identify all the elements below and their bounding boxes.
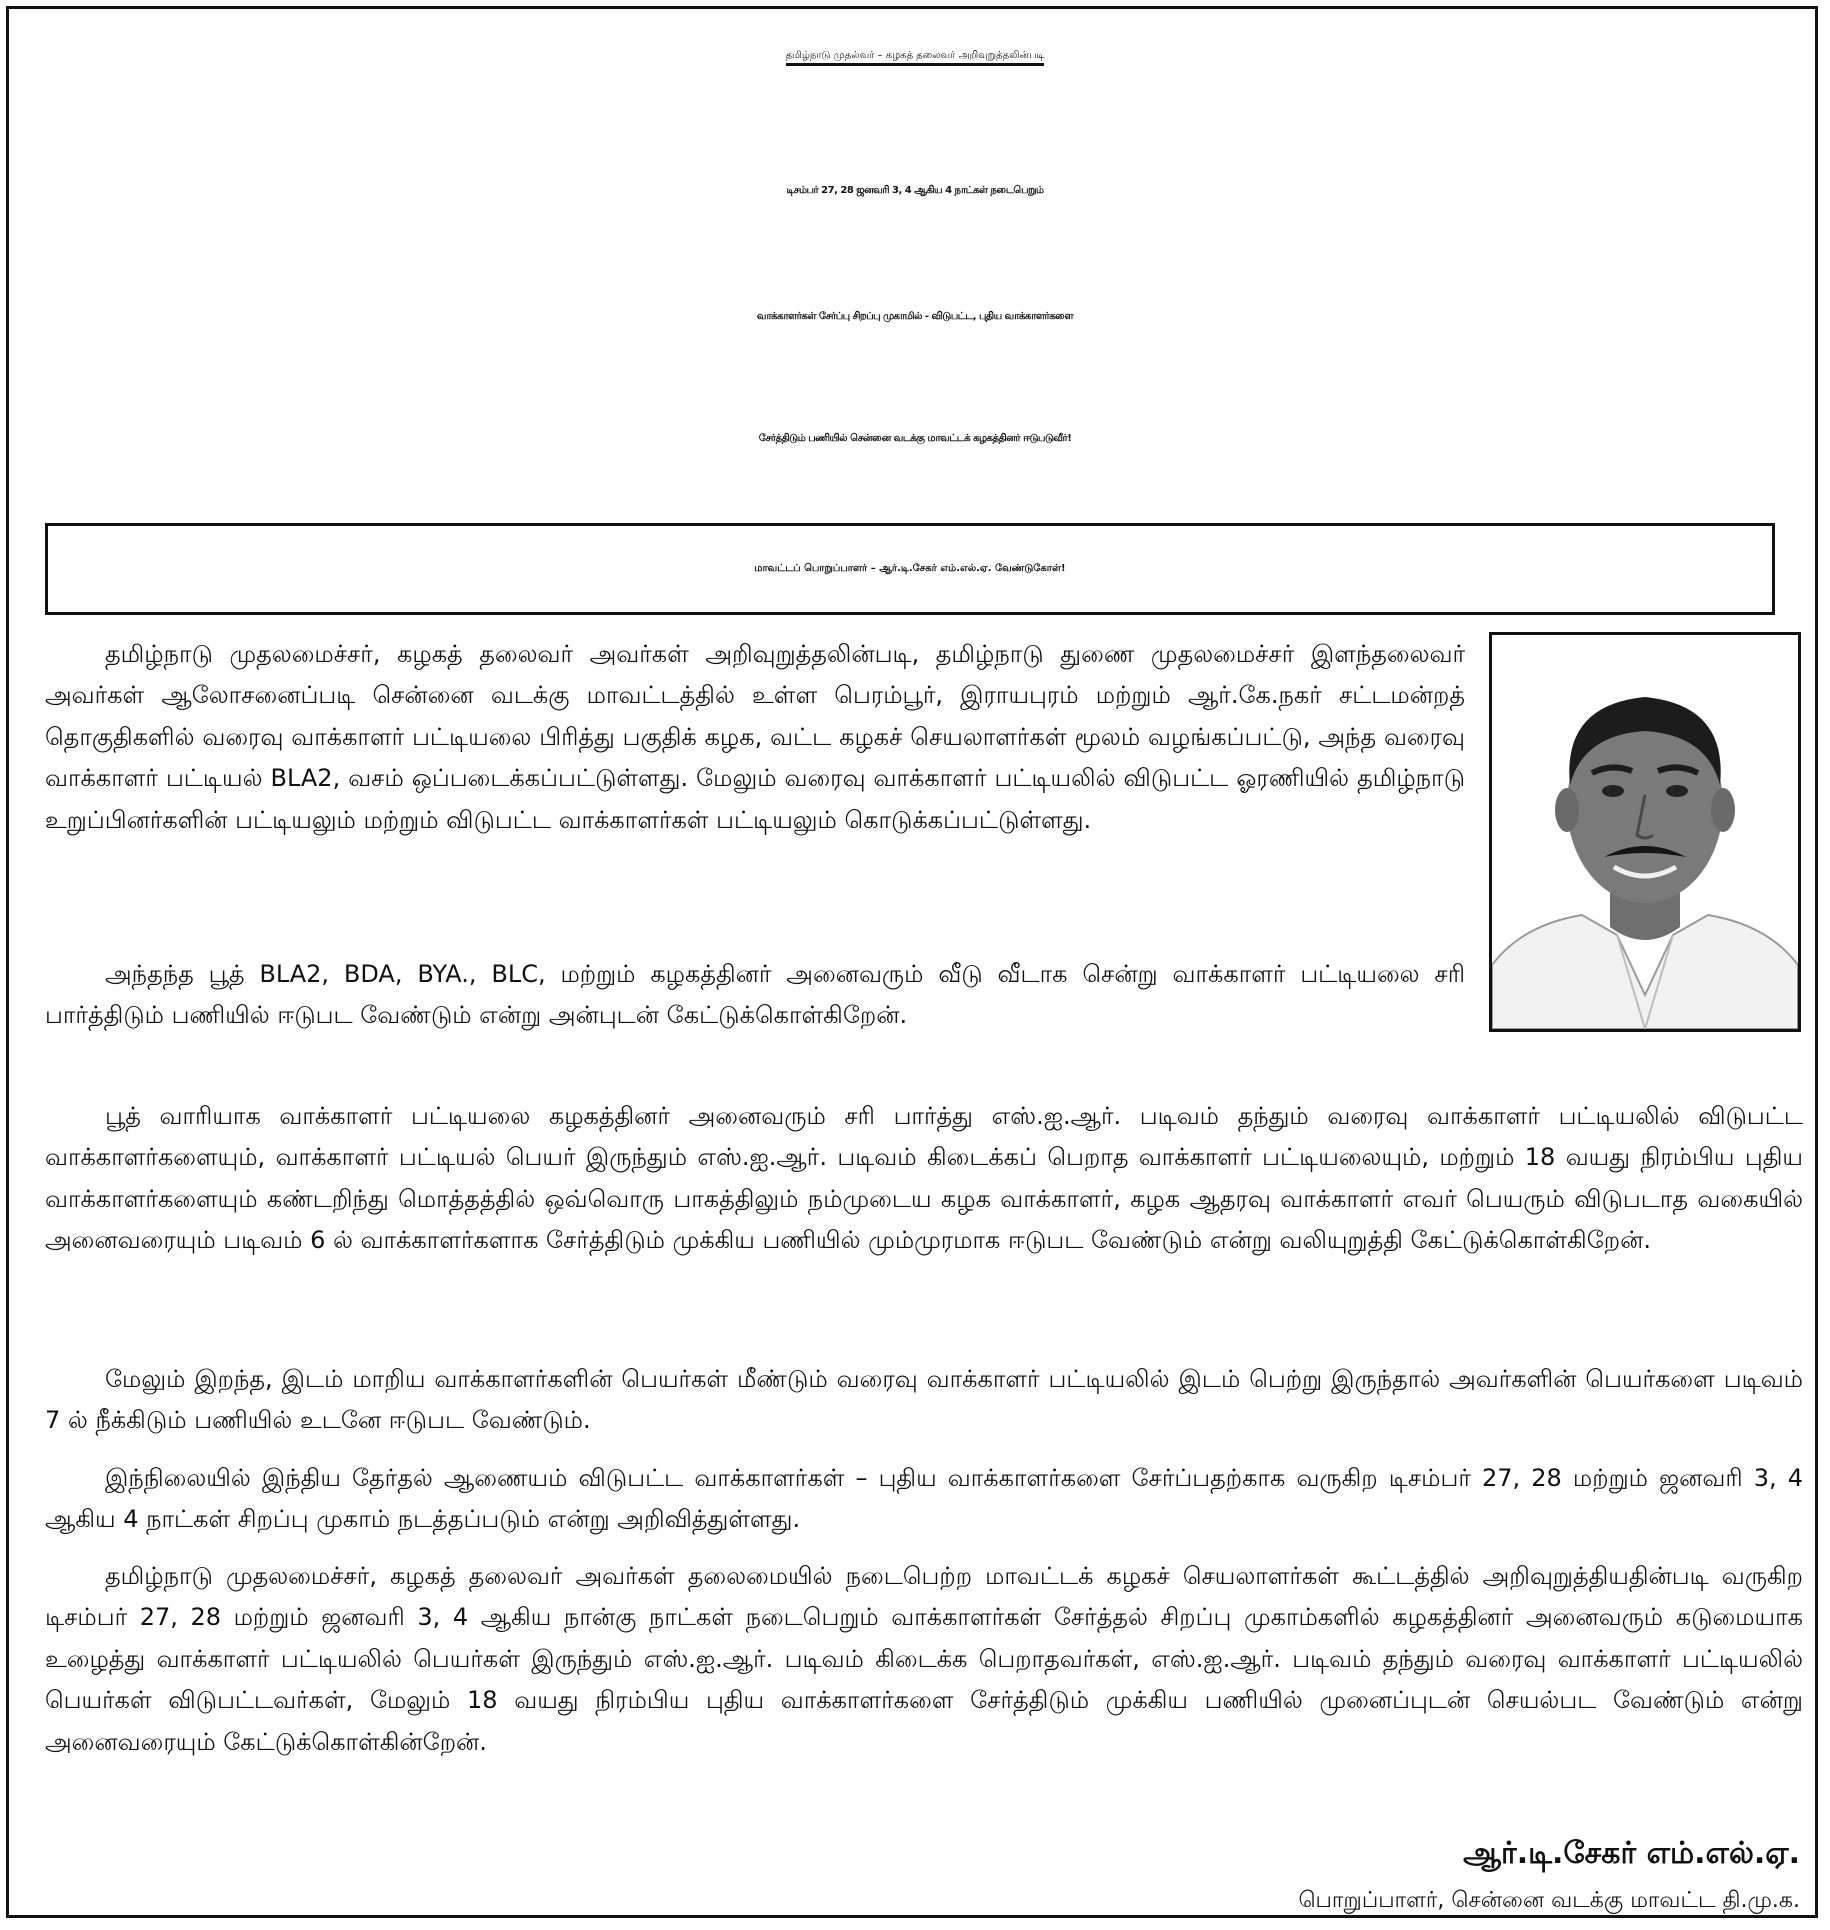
kicker-text: தமிழ்நாடு முதல்வர் – கழகத் தலைவர் அறிவுறுத்தலின்படி	[786, 50, 1045, 66]
portrait-illustration	[1492, 635, 1798, 1029]
body-paragraph-2: அந்தந்த பூத் BLA2, BDA, BYA., BLC, மற்றும் கழகத்தினர் அனைவரும் வீடு வீடாக சென்று வாக்காளர் பட்டியலை சரி பார்த்திடும் பணியில் ஈடுபட வேண்டும் என்று அன்புடன் கேட்டுக்கொள்கிறேன்.	[45, 960, 1465, 1030]
body-paragraph-3: பூத் வாரியாக வாக்காளர் பட்டியலை கழகத்தினர் அனைவரும் சரி பார்த்து எஸ்.ஐ.ஆர். படிவம் தந்தும் வரைவு வாக்காளர் பட்டியலில் விடுபட்ட வாக்காளர்களையும், வாக்காளர் பட்டியல் பெயர் இருந்தும் எஸ்.ஐ.ஆர். படிவம் கிடைக்கப் பெறாத வாக்காளர் பட்டியலையும், மற்றும் 18 வயது நிரம்பிய புதிய வாக்காளர்களையும் கண்டறிந்து மொத்தத்தில் ஒவ்வொரு பாகத்திலும் நம்முடைய கழக வாக்காளர், கழக ஆதரவு வாக்காளர் எவர் பெயரும் விடுபடாத வகையில் அனைவரையும் படிவம் 6 ல் வாக்காளர்களாக சேர்த்திடும் முக்கிய பணியில் மும்முரமாக ஈடுபட வேண்டும் என்று வலியுறுத்தி கேட்டுக்கொள்கிறேன்.	[45, 1102, 1803, 1255]
appeal-banner: மாவட்டப் பொறுப்பாளர் – ஆர்.டி.சேகர் எம்.எல்.ஏ. வேண்டுகோள்!	[45, 523, 1775, 615]
signature-role: பொறுப்பாளர், சென்னை வடக்கு மாவட்ட தி.மு.க.	[1298, 1888, 1800, 1913]
body-paragraph-6: தமிழ்நாடு முதலமைச்சர், கழகத் தலைவர் அவர்கள் தலைமையில் நடைபெற்ற மாவட்டக் கழகச் செயலாளர்கள் கூட்டத்தில் அறிவுறுத்தியதின்படி வருகிற டிசம்பர் 27, 28 மற்றும் ஜனவரி 3, 4 ஆகிய நான்கு நாட்கள் நடைபெறும் வாக்காளர்கள் சேர்த்தல் சிறப்பு முகாம்களில் கழகத்தினர் அனைவரும் கடுமையாக உழைத்து வாக்காளர் பட்டியலில் பெயர்கள் இருந்தும் எஸ்.ஐ.ஆர். படிவம் கிடைக்க பெறாதவர்கள், எஸ்.ஐ.ஆர். படிவம் தந்தும் வரைவு வாக்காளர் பட்டியலில் பெயர்கள் விடுபட்டவர்கள், மேலும் 18 வயது நிரம்பிய புதிய வாக்காளர்களை சேர்த்திடும் முக்கிய பணியில் முனைப்புடன் செயல்பட வேண்டும் என்று அனைவரையும் கேட்டுக்கொள்கின்றேன்.	[45, 1562, 1803, 1756]
portrait-photo	[1489, 632, 1801, 1032]
headline-line-2: வாக்காளர்கள் சேர்ப்பு சிறப்பு முகாமில் - விடுபட்ட, புதிய வாக்காளர்களை	[756, 311, 1074, 322]
signature-name: ஆர்.டி.சேகர் எம்.எல்.ஏ.	[1463, 1836, 1800, 1871]
body-paragraph-1: தமிழ்நாடு முதலமைச்சர், கழகத் தலைவர் அவர்கள் அறிவுறுத்தலின்படி, தமிழ்நாடு துணை முதலமைச்சர் இளந்தலைவர் அவர்கள் ஆலோசனைப்படி சென்னை வடக்கு மாவட்டத்தில் உள்ள பெரம்பூர், இராயபுரம் மற்றும் ஆர்.கே.நகர் சட்டமன்றத் தொகுதிகளில் வரைவு வாக்காளர் பட்டியலை பிரித்து பகுதிக் கழக, வட்ட கழகச் செயலாளர்கள் மூலம் வழங்கப்பட்டு, அந்த வரைவு வாக்காளர் பட்டியல் BLA2, வசம் ஒப்படைக்கப்பட்டுள்ளது. மேலும் வரைவு வாக்காளர் பட்டியலில் விடுபட்ட ஓரணியில் தமிழ்நாடு உறுப்பினர்களின் பட்டியலும் மற்றும் விடுபட்ட வாக்காளர்கள் பட்டியலும் கொடுக்கப்பட்டுள்ளது.	[45, 640, 1465, 834]
headline-line-3: சேர்த்திடும் பணியில் சென்னை வடக்கு மாவட்டக் கழகத்தினர் ஈடுபடுவீர்!	[758, 433, 1072, 444]
headline-line-1: டிசம்பர் 27, 28 ஜனவரி 3, 4 ஆகிய 4 நாட்கள் நடைபெறும்	[786, 185, 1044, 196]
body-paragraph-4: மேலும் இறந்த, இடம் மாறிய வாக்காளர்களின் பெயர்கள் மீண்டும் வரைவு வாக்காளர் பட்டியலில் இடம் பெற்று இருந்தால் அவர்களின் பெயர்களை படிவம் 7 ல் நீக்கிடும் பணியில் உடனே ஈடுபட வேண்டும்.	[45, 1365, 1803, 1435]
body-paragraph-5: இந்நிலையில் இந்திய தேர்தல் ஆணையம் விடுபட்ட வாக்காளர்கள் – புதிய வாக்காளர்களை சேர்ப்பதற்காக வருகிற டிசம்பர் 27, 28 மற்றும் ஜனவரி 3, 4 ஆகிய 4 நாட்கள் சிறப்பு முகாம் நடத்தப்படும் என்று அறிவித்துள்ளது.	[45, 1464, 1803, 1534]
kicker-heading	[0, 20, 1830, 92]
